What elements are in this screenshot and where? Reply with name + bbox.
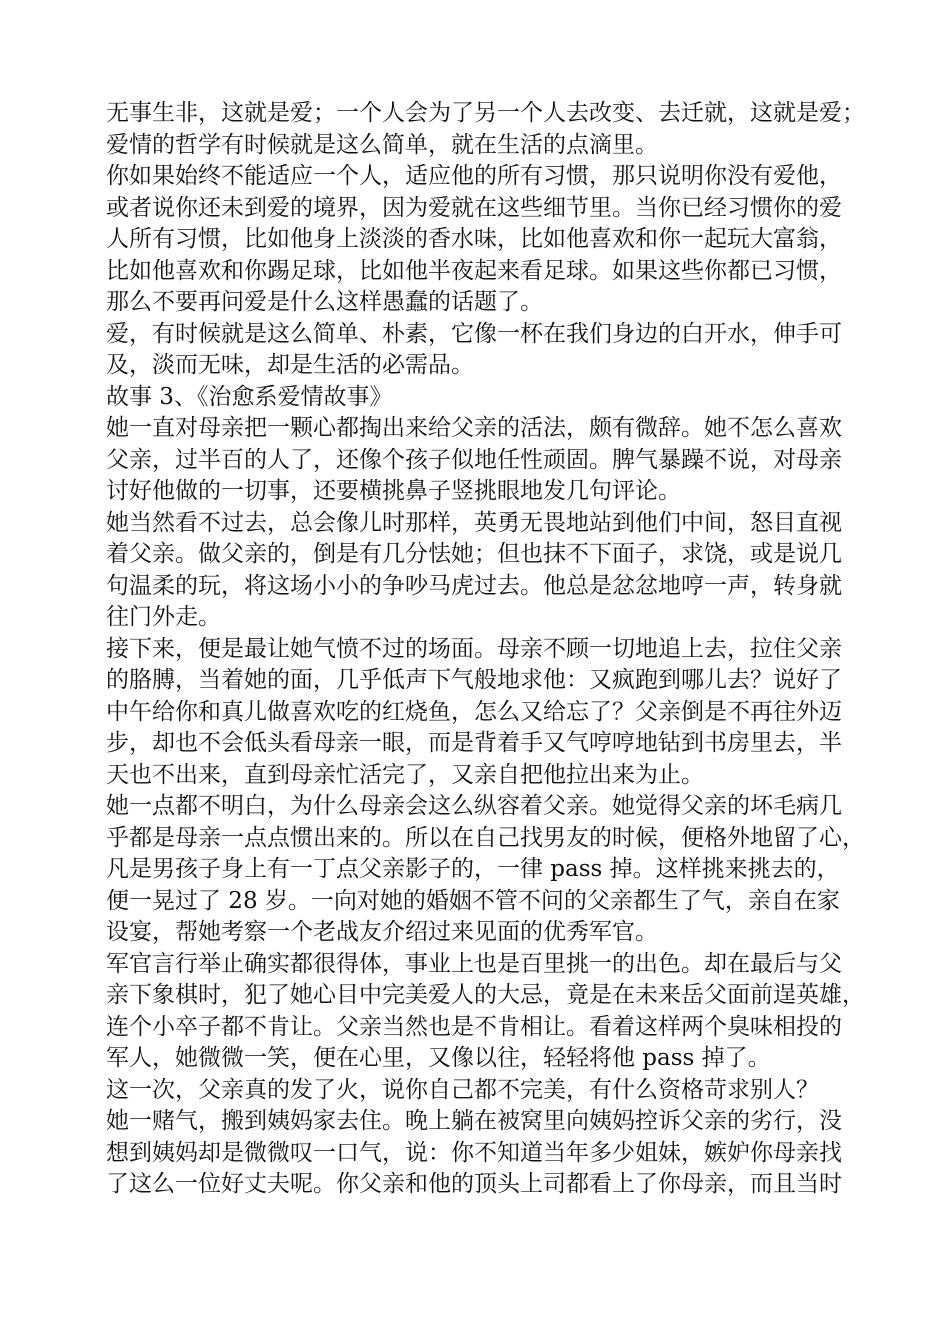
document-body bbox=[106, 98, 866, 1201]
text-line: 亲下象棋时，犯了她心目中完美爱人的大忌，竟是在未来岳父面前逞英雄， bbox=[106, 982, 865, 1008]
text-line: 想到姨妈却是微微叹一口气，说：你不知道当年多少姐妹，嫉妒你母亲找 bbox=[106, 1139, 842, 1166]
text-line: 中午给你和真儿做喜欢吃的红烧鱼，怎么又给忘了？父亲倒是不再往外迈 bbox=[106, 698, 842, 725]
text-line: 及，淡而无味，却是生活的必需品。 bbox=[106, 352, 474, 378]
text-line: 那么不要再问爱是什么这样愚蠢的话题了。 bbox=[106, 289, 543, 315]
text-line: 或者说你还未到爱的境界，因为爱就在这些细节里。当你已经习惯你的爱 bbox=[106, 194, 842, 221]
text-line: 乎都是母亲一点点惯出来的。所以在自己找男友的时候，便格外地留了心， bbox=[106, 824, 865, 851]
text-line: 军人，她微微一笑，便在心里，又像以往，轻轻将他 pass 掉了。 bbox=[106, 1045, 771, 1071]
text-line: 爱，有时候就是这么简单、朴素，它像一杯在我们身边的白开水，伸手可 bbox=[106, 320, 842, 347]
text-line: 便一晃过了 28 岁。一向对她的婚姻不管不问的父亲都生了气，亲自在家 bbox=[106, 887, 840, 914]
text-line: 设宴，帮她考察一个老战友介绍过来见面的优秀军官。 bbox=[106, 919, 658, 945]
text-line: 比如他喜欢和你踢足球，比如他半夜起来看足球。如果这些你都已习惯， bbox=[106, 257, 842, 284]
text-line: 军官言行举止确实都很得体，事业上也是百里挑一的出色。却在最后与父 bbox=[106, 950, 842, 977]
text-line: 父亲，过半百的人了，还像个孩子似地任性顽固。脾气暴躁不说，对母亲 bbox=[106, 446, 842, 473]
section-heading: 故事 3、《治愈系爱情故事》 bbox=[106, 383, 393, 410]
text-line: 人所有习惯，比如他身上淡淡的香水味，比如他喜欢和你一起玩大富翁， bbox=[106, 226, 842, 252]
text-line: 连个小卒子都不肯让。父亲当然也是不肯相让。看着这样两个臭味相投的 bbox=[106, 1013, 842, 1040]
text-line: 凡是男孩子身上有一丁点父亲影子的，一律 pass 掉。这样挑来挑去的， bbox=[106, 856, 840, 882]
text-line: 爱情的哲学有时候就是这么简单，就在生活的点滴里。 bbox=[106, 131, 658, 158]
text-line: 讨好他做的一切事，还要横挑鼻子竖挑眼地发几句评论。 bbox=[106, 478, 681, 504]
text-line: 了这么一位好丈夫呢。你父亲和他的顶头上司都看上了你母亲，而且当时 bbox=[106, 1171, 842, 1197]
text-line: 无事生非，这就是爱；一个人会为了另一个人去改变、去迁就，这就是爱； bbox=[106, 100, 865, 126]
text-line: 这一次，父亲真的发了火，说你自己都不完美，有什么资格苛求别人？ bbox=[106, 1076, 819, 1103]
text-line: 着父亲。做父亲的，倒是有几分怯她；但也抹不下面子，求饶，或是说几 bbox=[106, 541, 842, 567]
text-line: 天也不出来，直到母亲忙活完了，又亲自把他拉出来为止。 bbox=[106, 761, 704, 788]
text-line: 她一点都不明白，为什么母亲会这么纵容着父亲。她觉得父亲的坏毛病几 bbox=[106, 793, 842, 819]
text-line: 她当然看不过去，总会像儿时那样，英勇无畏地站到他们中间，怒目直视 bbox=[106, 509, 842, 536]
text-line: 句温柔的玩，将这场小小的争吵马虎过去。他总是忿忿地哼一声，转身就 bbox=[106, 572, 842, 599]
text-line: 她一直对母亲把一颗心都掏出来给父亲的活法，颇有微辞。她不怎么喜欢 bbox=[106, 415, 842, 441]
text-line: 她一赌气，搬到姨妈家去住。晚上躺在被窝里向姨妈控诉父亲的劣行，没 bbox=[106, 1108, 842, 1134]
text-line: 你如果始终不能适应一个人，适应他的所有习惯，那只说明你没有爱他， bbox=[106, 163, 842, 189]
text-line: 的胳膊，当着她的面，几乎低声下气般地求他：又疯跑到哪儿去？说好了 bbox=[106, 667, 842, 693]
text-line: 步，却也不会低头看母亲一眼，而是背着手又气哼哼地钻到书房里去，半 bbox=[106, 730, 842, 756]
text-line: 接下来，便是最让她气愤不过的场面。母亲不顾一切地追上去，拉住父亲 bbox=[106, 635, 842, 662]
text-line: 往门外走。 bbox=[106, 604, 221, 630]
